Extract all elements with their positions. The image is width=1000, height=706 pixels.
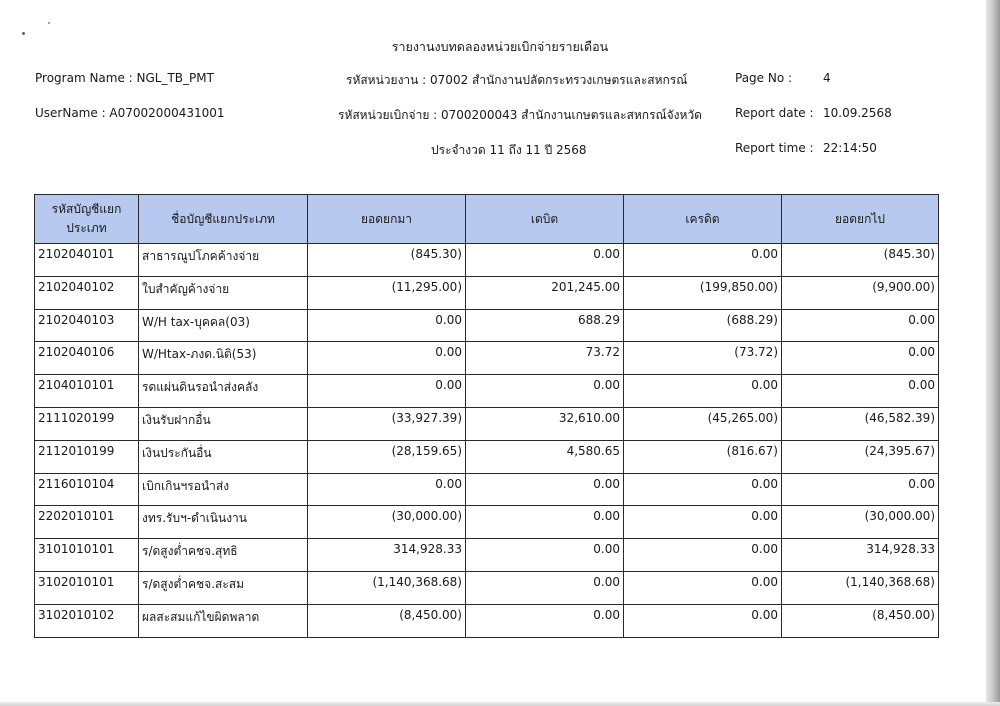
cell-account-code: 3101010101 [35,539,139,572]
cell-credit: (688.29) [624,309,782,342]
cell-closing-balance: 0.00 [782,342,939,375]
report-time-value: 22:14:50 [823,141,877,155]
report-time-label: Report time : [735,141,814,155]
cell-opening-balance: 0.00 [308,309,466,342]
cell-closing-balance: 0.00 [782,309,939,342]
cell-closing-balance: (9,900.00) [782,276,939,309]
cell-account-name: รดแผ่นดินรอนำส่งคลัง [139,375,308,408]
cell-credit: (199,850.00) [624,276,782,309]
table-row [35,571,939,604]
cell-closing-balance: (8,450.00) [782,604,939,637]
cell-account-name: ผลสะสมแก้ไขผิดพลาด [139,604,308,637]
page-no-value: 4 [823,71,831,85]
cell-account-name: เงินรับฝากอื่น [139,407,308,440]
header-credit: เครดิต [624,195,782,244]
cell-closing-balance: (845.30) [782,244,939,277]
table-row [35,342,939,375]
cell-account-name: ร/ดสูงต่ำคชจ.สุทธิ [139,539,308,572]
cell-account-name: สาธารณูปโภคค้างจ่าย [139,244,308,277]
cell-account-code: 3102010102 [35,604,139,637]
cell-credit: (73.72) [624,342,782,375]
cell-credit: (45,265.00) [624,407,782,440]
report-period: ประจำงวด 11 ถึง 11 ปี 2568 [431,143,587,157]
table-row [35,244,939,277]
cell-account-code: 2102040102 [35,276,139,309]
cell-account-name: งทร.รับฯ-ดำเนินงาน [139,506,308,539]
cell-debit: 0.00 [466,604,624,637]
table-row [35,276,939,309]
trial-balance-table [34,194,939,638]
cell-debit: 0.00 [466,473,624,506]
cell-closing-balance: (24,395.67) [782,440,939,473]
table-row [35,473,939,506]
table-row [35,375,939,408]
program-name: Program Name : NGL_TB_PMT [35,71,214,85]
header-closing-balance: ยอดยกไป [782,195,939,244]
cell-account-code: 2102040103 [35,309,139,342]
scan-edge [0,702,1000,706]
cell-credit: 0.00 [624,375,782,408]
cell-opening-balance: (8,450.00) [308,604,466,637]
cell-closing-balance: (1,140,368.68) [782,571,939,604]
cell-debit: 0.00 [466,506,624,539]
table-header-row [35,195,939,244]
cell-account-code: 2102040106 [35,342,139,375]
cell-opening-balance: (845.30) [308,244,466,277]
cell-account-code: 2102040101 [35,244,139,277]
table-body [35,244,939,638]
cell-debit: 73.72 [466,342,624,375]
cell-debit: 0.00 [466,244,624,277]
header-debit: เดบิต [466,195,624,244]
agency-code: รหัสหน่วยงาน : 07002 สำนักงานปลัดกระทรวงเกษตรและสหกรณ์ [346,73,688,87]
cell-opening-balance: 0.00 [308,473,466,506]
cell-account-code: 2111020199 [35,407,139,440]
table-row [35,539,939,572]
page-no-label: Page No : [735,71,793,85]
cell-debit: 0.00 [466,375,624,408]
cell-closing-balance: 0.00 [782,473,939,506]
disbursing-unit-code: รหัสหน่วยเบิกจ่าย : 0700200043 สำนักงานเกษตรและสหกรณ์จังหวัด [338,108,702,122]
cell-opening-balance: (1,140,368.68) [308,571,466,604]
report-date-label: Report date : [735,106,814,120]
cell-opening-balance: (11,295.00) [308,276,466,309]
cell-account-name: W/Htax-ภงด.นิติ(53) [139,342,308,375]
cell-account-code: 3102010101 [35,571,139,604]
cell-debit: 201,245.00 [466,276,624,309]
cell-opening-balance: 0.00 [308,375,466,408]
cell-credit: 0.00 [624,506,782,539]
table-row [35,506,939,539]
cell-debit: 32,610.00 [466,407,624,440]
cell-account-code: 2104010101 [35,375,139,408]
cell-credit: 0.00 [624,604,782,637]
cell-credit: 0.00 [624,244,782,277]
cell-debit: 688.29 [466,309,624,342]
cell-debit: 0.00 [466,571,624,604]
cell-closing-balance: 314,928.33 [782,539,939,572]
table-row [35,309,939,342]
cell-account-code: 2112010199 [35,440,139,473]
table-row [35,440,939,473]
cell-credit: 0.00 [624,539,782,572]
cell-closing-balance: 0.00 [782,375,939,408]
report-title: รายงานงบทดลองหน่วยเบิกจ่ายรายเดือน [391,39,609,54]
header-opening-balance: ยอดยกมา [308,195,466,244]
cell-credit: 0.00 [624,571,782,604]
cell-account-name: ใบสำคัญค้างจ่าย [139,276,308,309]
table-row [35,604,939,637]
cell-opening-balance: 0.00 [308,342,466,375]
scan-edge [986,0,1000,706]
cell-debit: 4,580.65 [466,440,624,473]
cell-opening-balance: (28,159.65) [308,440,466,473]
cell-opening-balance: (30,000.00) [308,506,466,539]
header-account-code: รหัสบัญชีแยกประเภท [35,195,139,244]
cell-account-name: ร/ดสูงต่ำคชจ.สะสม [139,571,308,604]
cell-account-name: W/H tax-บุคคล(03) [139,309,308,342]
cell-closing-balance: (46,582.39) [782,407,939,440]
header-account-name: ชื่อบัญชีแยกประเภท [139,195,308,244]
username: UserName : A07002000431001 [35,106,225,120]
cell-credit: (816.67) [624,440,782,473]
cell-account-code: 2202010101 [35,506,139,539]
cell-opening-balance: (33,927.39) [308,407,466,440]
cell-opening-balance: 314,928.33 [308,539,466,572]
cell-account-name: เงินประกันอื่น [139,440,308,473]
cell-account-name: เบิกเกินฯรอนำส่ง [139,473,308,506]
scan-speck [48,22,50,24]
cell-debit: 0.00 [466,539,624,572]
cell-account-code: 2116010104 [35,473,139,506]
cell-closing-balance: (30,000.00) [782,506,939,539]
cell-credit: 0.00 [624,473,782,506]
report-date-value: 10.09.2568 [823,106,892,120]
scan-speck [22,32,25,35]
table-row [35,407,939,440]
